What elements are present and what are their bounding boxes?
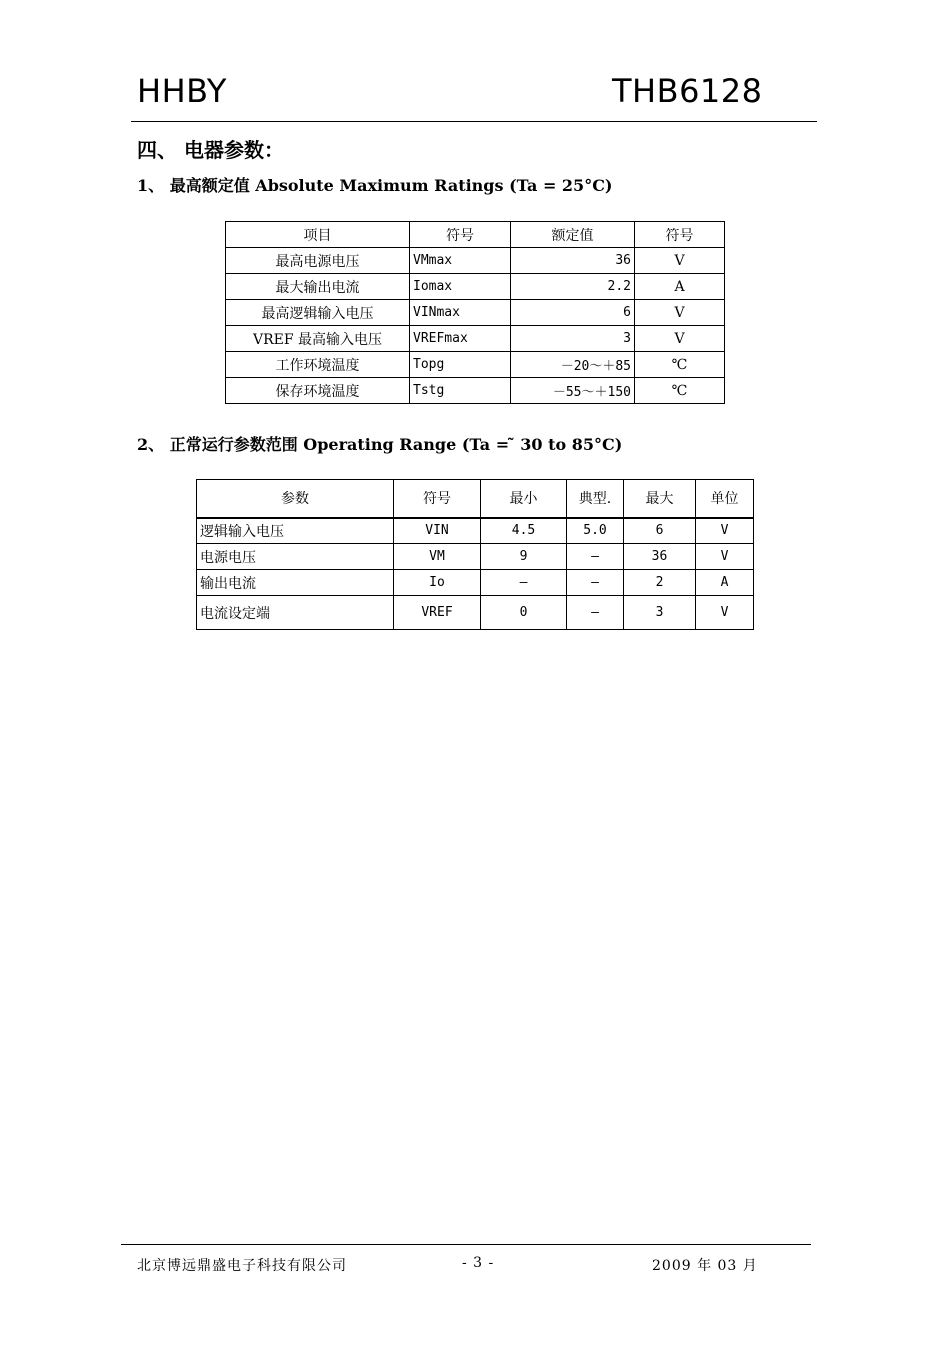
table-cell: Tstg [410, 378, 511, 404]
table-cell: V [696, 544, 754, 570]
table-cell: 电源电压 [197, 544, 394, 570]
table-cell: 36 [511, 248, 635, 274]
table-cell: 保存环境温度 [226, 378, 410, 404]
table-cell: — [567, 570, 624, 596]
table-cell: 2 [624, 570, 696, 596]
table-header-cell: 典型. [567, 480, 624, 518]
table-row [197, 570, 754, 596]
table-cell: V [635, 300, 725, 326]
table-cell: －55～＋150 [511, 378, 635, 404]
table-cell: 最大输出电流 [226, 274, 410, 300]
table-cell: 电流设定端 [197, 596, 394, 630]
table-cell: 6 [511, 300, 635, 326]
abs-max-table [225, 221, 725, 404]
table-cell: A [696, 570, 754, 596]
table-cell: 6 [624, 518, 696, 544]
table-cell: 3 [511, 326, 635, 352]
table-header-cell: 单位 [696, 480, 754, 518]
table-cell: V [635, 326, 725, 352]
footer-page-number: - 3 - [462, 1255, 495, 1271]
table-cell: 3 [624, 596, 696, 630]
table-header-cell: 最大 [624, 480, 696, 518]
table-header-cell: 最小 [481, 480, 567, 518]
table-header-cell: 额定值 [511, 222, 635, 248]
table-cell: V [635, 248, 725, 274]
table-cell: — [567, 544, 624, 570]
table-cell: VREFmax [410, 326, 511, 352]
table-row [226, 352, 725, 378]
footer-date: 2009 年 03 月 [652, 1258, 758, 1274]
table-cell: A [635, 274, 725, 300]
table-cell: VIN [394, 518, 481, 544]
table-cell: — [481, 570, 567, 596]
header-brand: HHBY [137, 72, 227, 110]
table-cell: Topg [410, 352, 511, 378]
footer-company: 北京博远鼎盛电子科技有限公司 [137, 1258, 347, 1274]
table-header-cell: 符号 [635, 222, 725, 248]
table-cell: VM [394, 544, 481, 570]
table-header-cell: 符号 [394, 480, 481, 518]
table-row [226, 326, 725, 352]
table-cell: Iomax [410, 274, 511, 300]
table-row [197, 596, 754, 630]
table-cell: 2.2 [511, 274, 635, 300]
table-cell: 36 [624, 544, 696, 570]
table-cell: －20～＋85 [511, 352, 635, 378]
table-cell: ℃ [635, 352, 725, 378]
abs-max-title: 1、 最高额定值 Absolute Maximum Ratings (Ta = 25°C) [137, 176, 613, 195]
table-header-row [226, 222, 725, 248]
table-row [226, 248, 725, 274]
table-cell: VREF [394, 596, 481, 630]
table-header-cell: 项目 [226, 222, 410, 248]
table-cell: Io [394, 570, 481, 596]
table-cell: 输出电流 [197, 570, 394, 596]
table-cell: VMmax [410, 248, 511, 274]
op-range-title: 2、 正常运行参数范围 Operating Range (Ta = ̃ 30 to 85°C) [137, 435, 623, 454]
table-cell: 工作环境温度 [226, 352, 410, 378]
table-row [226, 300, 725, 326]
table-cell: VINmax [410, 300, 511, 326]
table-cell: 4.5 [481, 518, 567, 544]
table-cell: 最高逻辑输入电压 [226, 300, 410, 326]
table-row [226, 378, 725, 404]
table-cell: — [567, 596, 624, 630]
table-cell: 5.0 [567, 518, 624, 544]
table-cell: VREF 最高输入电压 [226, 326, 410, 352]
table-header-row [197, 480, 754, 518]
table-cell: 0 [481, 596, 567, 630]
op-range-table [196, 479, 754, 630]
table-header-cell: 符号 [410, 222, 511, 248]
table-cell: V [696, 596, 754, 630]
table-cell: V [696, 518, 754, 544]
table-header-cell: 参数 [197, 480, 394, 518]
table-cell: 逻辑输入电压 [197, 518, 394, 544]
table-row [197, 518, 754, 544]
footer-divider [121, 1244, 811, 1245]
table-cell: 最高电源电压 [226, 248, 410, 274]
table-cell: 9 [481, 544, 567, 570]
table-cell: ℃ [635, 378, 725, 404]
section-title: 四、 电器参数： [137, 138, 284, 162]
header-model: THB6128 [612, 72, 763, 110]
table-row [197, 544, 754, 570]
table-row [226, 274, 725, 300]
header-divider [131, 121, 817, 122]
